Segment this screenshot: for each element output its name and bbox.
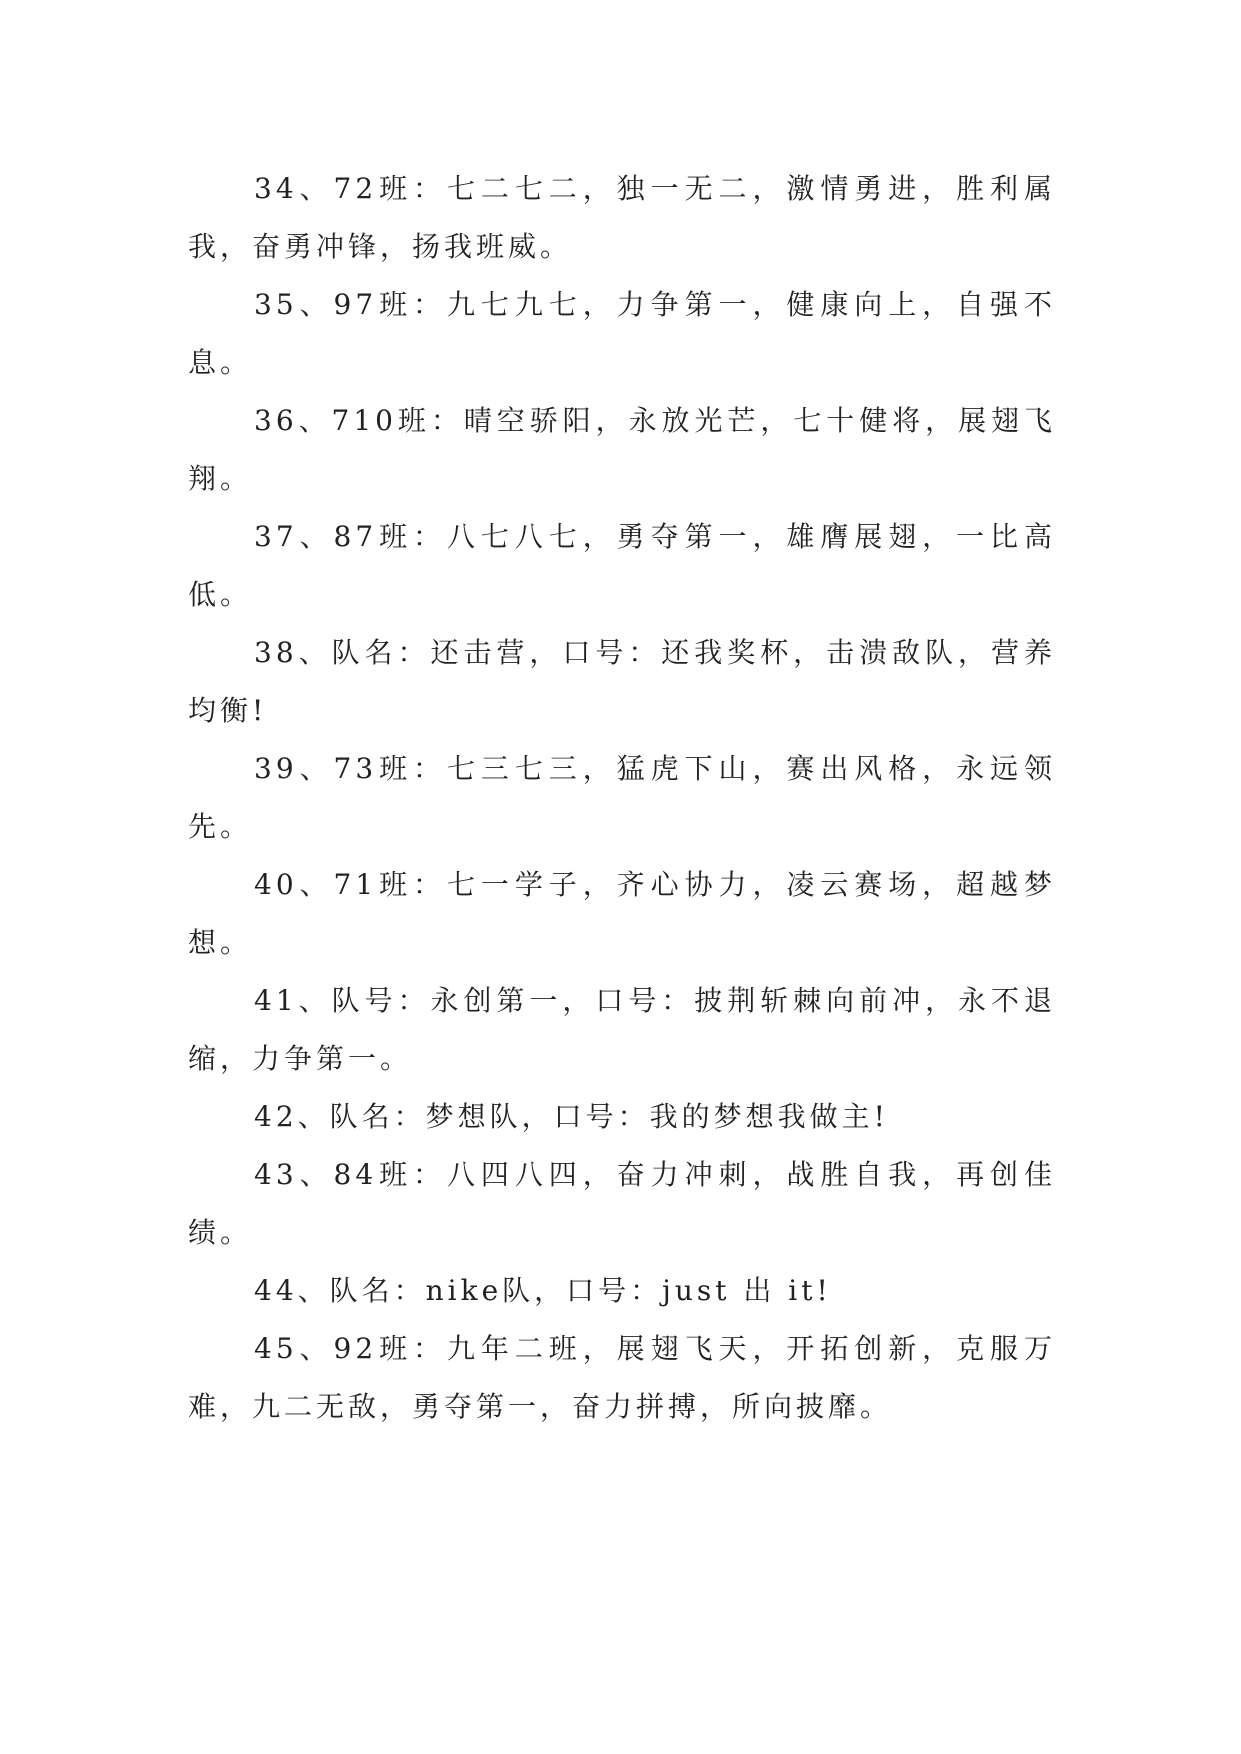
paragraph-34: 34、72班：七二七二，独一无二，激情勇进，胜利属我，奋勇冲锋，扬我班威。 [188, 172, 1056, 263]
paragraph-35: 35、97班：九七九七，力争第一，健康向上，自强不息。 [188, 288, 1056, 379]
paragraph-41: 41、队号：永创第一，口号：披荆斩棘向前冲，永不退缩，力争第一。 [188, 984, 1056, 1075]
document-body [188, 160, 1056, 1436]
paragraph-40: 40、71班：七一学子，齐心协力，凌云赛场，超越梦想。 [188, 868, 1056, 959]
paragraph-44: 44、队名：nike队，口号：just 出 it! [254, 1274, 832, 1307]
paragraph-45: 45、92班：九年二班，展翅飞天，开拓创新，克服万难，九二无敌，勇夺第一，奋力拼搏，所向披靡。 [188, 1332, 1056, 1423]
paragraph-38: 38、队名：还击营，口号：还我奖杯，击溃敌队，营养均衡! [188, 636, 1056, 727]
paragraph-43: 43、84班：八四八四，奋力冲刺，战胜自我，再创佳绩。 [188, 1158, 1056, 1249]
paragraph-39: 39、73班：七三七三，猛虎下山，赛出风格，永远领先。 [188, 752, 1056, 843]
paragraph-36: 36、710班：晴空骄阳，永放光芒，七十健将，展翅飞翔。 [188, 404, 1056, 495]
paragraph-37: 37、87班：八七八七，勇夺第一，雄膺展翅，一比高低。 [188, 520, 1056, 611]
paragraph-42: 42、队名：梦想队，口号：我的梦想我做主! [254, 1100, 889, 1133]
